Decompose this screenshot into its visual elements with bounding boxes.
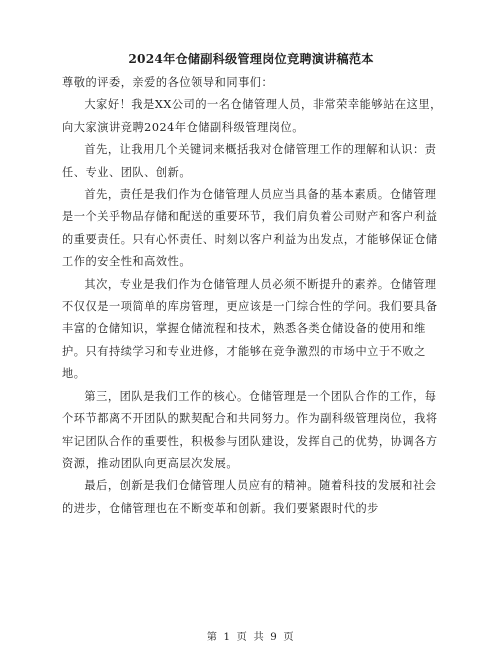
body-paragraph: 大家好！我是XX公司的一名仓储管理人员，非常荣幸能够站在这里，向大家演讲竞聘2024年仓储副科级管理岗位。: [62, 98, 442, 134]
document-title: 2024年仓储副科级管理岗位竞聘演讲稿范本: [128, 52, 374, 66]
document-body: [62, 72, 446, 520]
body-paragraph: 最后，创新是我们仓储管理人员应有的精神。随着科技的发展和社会的进步，仓储管理也在不断变革和创新。我们要紧跟时代的步: [62, 479, 437, 515]
body-paragraph: 首先，责任是我们作为仓储管理人员应当具备的基本素质。仓储管理是一个关乎物品存储和配送的重要环节，我们肩负着公司财产和客户利益的重要责任。只有心怀责任、时刻以客户利益为出发点，才能够保证仓储工作的安全性和高效性。: [62, 188, 438, 269]
body-paragraph: 第三，团队是我们工作的核心。仓储管理是一个团队合作的工作，每个环节都离不开团队的默契配合和共同努力。作为副科级管理岗位，我将牢记团队合作的重要性，积极参与团队建设，发挥自己的优势，协调各方资源，推动团队向更高层次发展。: [62, 389, 438, 470]
body-paragraph: 首先，让我用几个关键词来概括我对仓储管理工作的理解和认识：责任、专业、团队、创新。: [62, 143, 437, 179]
page-footer: 第 1 页 共 9 页: [206, 632, 296, 643]
body-paragraph: 其次，专业是我们作为仓储管理人员必须不断提升的素养。仓储管理不仅仅是一项简单的库房管理，更应该是一门综合性的学问。我们要具备丰富的仓储知识，掌握仓储流程和技术，熟悉各类仓储设备的使用和维护。只有持续学习和专业进修，才能够在竞争激烈的市场中立于不败之地。: [62, 277, 438, 381]
greeting-paragraph: 尊敬的评委，亲爱的各位领导和同事们：: [62, 76, 274, 89]
